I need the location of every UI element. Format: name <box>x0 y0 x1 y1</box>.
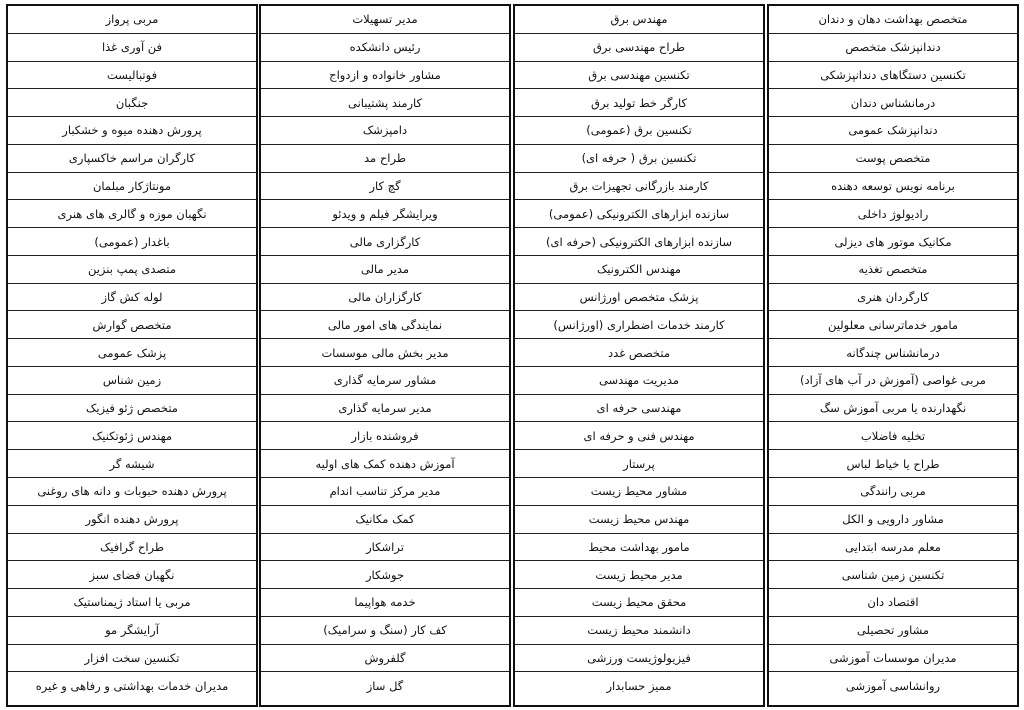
job-cell: مربی غواصی (آموزش در آب های آزاد) <box>769 367 1017 395</box>
job-cell: مشاور خانواده و ازدواج <box>261 62 509 90</box>
job-cell: کارمند پشتیبانی <box>261 89 509 117</box>
job-cell: مدیران موسسات آموزشی <box>769 645 1017 673</box>
job-cell: طراح مد <box>261 145 509 173</box>
job-cell: دندانپزشک متخصص <box>769 34 1017 62</box>
job-cell: پرورش دهنده انگور <box>8 506 256 534</box>
job-cell: سازنده ابزارهای الکترونیکی (حرفه ای) <box>515 228 763 256</box>
job-cell: سازنده ابزارهای الکترونیکی (عمومی) <box>515 200 763 228</box>
job-cell: مدیر محیط زیست <box>515 561 763 589</box>
job-cell: کارمند بازرگانی تجهیزات برق <box>515 173 763 201</box>
job-cell: مامور خدماترسانی معلولین <box>769 311 1017 339</box>
job-cell: فیزیولوژیست ورزشی <box>515 645 763 673</box>
job-cell: طراح یا خیاط لباس <box>769 450 1017 478</box>
job-cell: کارگر خط تولید برق <box>515 89 763 117</box>
job-cell: زمین شناس <box>8 367 256 395</box>
job-cell: گل ساز <box>366 679 404 694</box>
job-cell: رئیس دانشکده <box>261 34 509 62</box>
job-cell: جوشکار <box>261 561 509 589</box>
job-cell: پرستار <box>515 450 763 478</box>
job-cell: تکنسین زمین شناسی <box>769 561 1017 589</box>
job-cell: مهندسی حرفه ای <box>515 395 763 423</box>
job-cell: نگهبان فضای سبز <box>8 561 256 589</box>
job-cell: مدیر مالی <box>261 256 509 284</box>
job-cell: مهندس محیط زیست <box>515 506 763 534</box>
job-cell: آرایشگر مو <box>8 617 256 645</box>
job-cell: مهندس برق <box>515 6 763 34</box>
job-cell: نمایندگی های امور مالی <box>261 311 509 339</box>
job-cell: رادیولوژ داخلی <box>769 200 1017 228</box>
job-cell: باغدار (عمومی) <box>8 228 256 256</box>
job-cell: مشاور سرمایه گذاری <box>261 367 509 395</box>
job-cell: خدمه هواپیما <box>261 589 509 617</box>
job-cell: فروشنده بازار <box>261 422 509 450</box>
job-cell: مدیر تسهیلات <box>261 6 509 34</box>
job-cell: مونتاژکار مبلمان <box>8 173 256 201</box>
job-cell: طراح گرافیک <box>8 534 256 562</box>
job-cell: متخصص ژئو فیزیک <box>8 395 256 423</box>
job-cell: تخلیه فاضلاب <box>769 422 1017 450</box>
job-cell: مهندس فنی و حرفه ای <box>515 422 763 450</box>
job-cell: مربی یا استاد ژیمناستیک <box>8 589 256 617</box>
job-cell: تکنسین برق ( حرفه ای) <box>515 145 763 173</box>
job-cell: درمانشناس دندان <box>769 89 1017 117</box>
job-cell: مربی رانندگی <box>769 478 1017 506</box>
job-cell: تکنسین سخت افزار <box>8 645 256 673</box>
job-cell: متخصص بهداشت دهان و دندان <box>769 6 1017 34</box>
job-cell: پزشک عمومی <box>8 339 256 367</box>
job-cell: کارمند خدمات اضطراری (اورژانس) <box>515 311 763 339</box>
job-cell: فوتبالیست <box>8 62 256 90</box>
job-cell: اقتصاد دان <box>769 589 1017 617</box>
job-cell: گچ کار <box>261 173 509 201</box>
job-cell: محقق محیط زیست <box>515 589 763 617</box>
job-cell: تکنسین دستگاهای دندانپزشکی <box>769 62 1017 90</box>
job-cell: مدیر مرکز تناسب اندام <box>261 478 509 506</box>
job-cell: متخصص گوارش <box>8 311 256 339</box>
job-cell: نگهبان موزه و گالری های هنری <box>8 200 256 228</box>
job-cell: کارگزاری مالی <box>261 228 509 256</box>
job-cell: معلم مدرسه ابتدایی <box>769 534 1017 562</box>
job-cell: مدیریت مهندسی <box>515 367 763 395</box>
job-cell: ممیز حسابدار <box>606 679 672 694</box>
job-cell: مربی پرواز <box>8 6 256 34</box>
job-cell: برنامه نویس توسعه دهنده <box>769 173 1017 201</box>
job-cell: روانشاسی آموزشی <box>845 679 941 694</box>
job-cell: کارگردان هنری <box>769 284 1017 312</box>
job-cell: مدیر سرمایه گذاری <box>261 395 509 423</box>
job-cell: مکانیک موتور های دیزلی <box>769 228 1017 256</box>
job-cell: کارگران مراسم خاکسپاری <box>8 145 256 173</box>
jobs-column-4 <box>767 4 1019 707</box>
job-cell: مهندس ژئوتکنیک <box>8 422 256 450</box>
job-cell: متخصص پوست <box>769 145 1017 173</box>
job-cell: کارگزاران مالی <box>261 284 509 312</box>
jobs-column-2 <box>259 4 511 707</box>
jobs-column-1 <box>6 4 258 707</box>
job-cell: مشاور تحصیلی <box>769 617 1017 645</box>
job-cell: مشاور دارویی و الکل <box>769 506 1017 534</box>
job-cell: متصدی پمپ بنزین <box>8 256 256 284</box>
job-cell: طراح مهندسی برق <box>515 34 763 62</box>
job-cell: دامپزشک <box>261 117 509 145</box>
job-cell: ویرایشگر فیلم و ویدئو <box>261 200 509 228</box>
job-cell: شیشه گر <box>8 450 256 478</box>
job-cell: مشاور محیط زیست <box>515 478 763 506</box>
job-cell: آموزش دهنده کمک های اولیه <box>261 450 509 478</box>
job-cell: جنگبان <box>8 89 256 117</box>
job-cell: دانشمند محیط زیست <box>515 617 763 645</box>
job-cell: پرورش دهنده میوه و خشکبار <box>8 117 256 145</box>
job-cell: پرورش دهنده حبوبات و دانه های روغنی <box>8 478 256 506</box>
job-cell: مامور بهداشت محیط <box>515 534 763 562</box>
job-cell: کمک مکانیک <box>261 506 509 534</box>
job-cell: کف کار (سنگ و سرامیک) <box>261 617 509 645</box>
job-cell: تکنسین برق (عمومی) <box>515 117 763 145</box>
job-cell: درمانشناس چندگانه <box>769 339 1017 367</box>
job-cell: گلفروش <box>261 645 509 673</box>
job-cell: دندانپزشک عمومی <box>769 117 1017 145</box>
job-cell: نگهدارنده یا مربی آموزش سگ <box>769 395 1017 423</box>
job-cell: فن آوری غذا <box>8 34 256 62</box>
job-cell: مدیران خدمات بهداشتی و رفاهی و غیره <box>35 679 229 694</box>
job-cell: مدیر بخش مالی موسسات <box>261 339 509 367</box>
jobs-column-3 <box>513 4 765 707</box>
job-cell: لوله کش گاز <box>8 284 256 312</box>
job-cell: مهندس الکترونیک <box>515 256 763 284</box>
job-cell: پزشک متخصص اورژانس <box>515 284 763 312</box>
job-cell: متخصص غدد <box>515 339 763 367</box>
job-cell: تراشکار <box>261 534 509 562</box>
job-cell: متخصص تغذیه <box>769 256 1017 284</box>
job-cell: تکنسین مهندسی برق <box>515 62 763 90</box>
